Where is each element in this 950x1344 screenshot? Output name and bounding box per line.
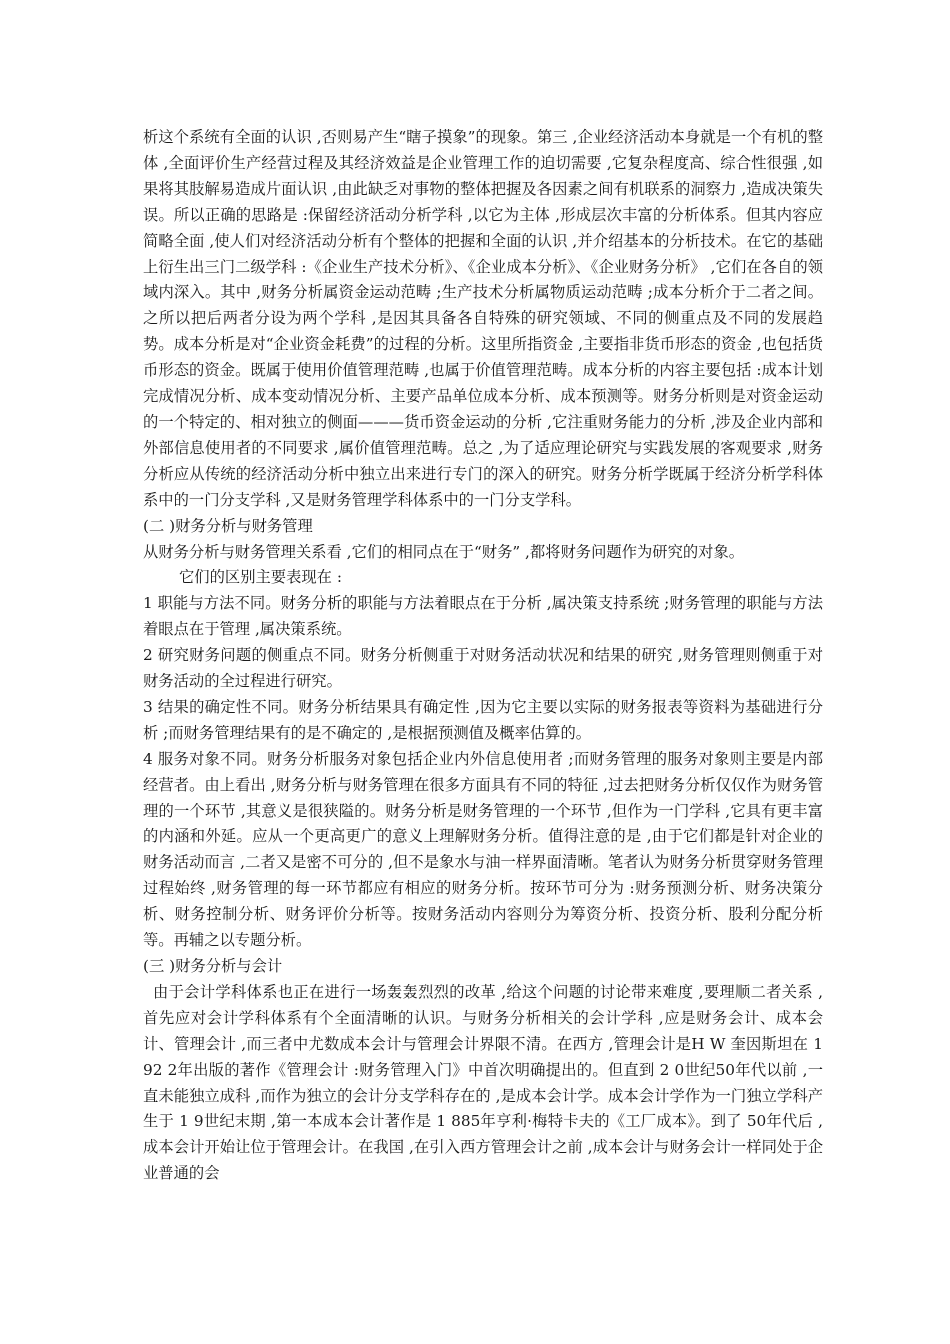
list-item-difference-4: 4 服务对象不同。财务分析服务对象包括企业内外信息使用者 ;而财务管理的服务对象则主要是内部经营者。由上看出 ,财务分析与财务管理在很多方面具有不同的特征 ,过去把财务分析仅仅作为财务管理的一个环节 ,其意义是很狭隘的。财务分析是财务管理的一个环节 ,但作为一门学科 ,它具有更丰富的内涵和外延。应从一个更高更广的意义上理解财务分析。值得注意的是 ,由于它们都是针对企业的财务活动而言 ,二者又是密不可分的 ,但不是象水与油一样界面清晰。笔者认为财务分析贯穿财务管理过程始终 ,财务管理的每一环节都应有相应的财务分析。按环节可分为 :财务预测分析、财务决策分析、财务控制分析、财务评价分析等。按财务活动内容则分为筹资分析、投资分析、股利分配分析等。再辅之以专题分析。 (143, 749, 823, 950)
paragraph-differences-intro: 它们的区别主要表现在 : (179, 568, 342, 587)
section-heading-accounting: (三 )财务分析与会计 (143, 957, 283, 975)
document-body (143, 125, 823, 1187)
paragraph-common-point: 从财务分析与财务管理关系看 ,它们的相同点在于“财务” ,都将财务问题作为研究的对象。 (143, 542, 745, 561)
list-item-difference-3: 3 结果的确定性不同。财务分析结果具有确定性 ,因为它主要以实际的财务报表等资料为基础进行分析 ;而财务管理结果有的是不确定的 ,是根据预测值及概率估算的。 (143, 697, 823, 742)
list-item-difference-1: 1 职能与方法不同。财务分析的职能与方法着眼点在于分析 ,属决策支持系统 ;财务管理的职能与方法着眼点在于管理 ,属决策系统。 (143, 594, 823, 639)
section-heading-finance-management: (二 )财务分析与财务管理 (143, 516, 313, 535)
paragraph-system-analysis: 析这个系统有全面的认识 ,否则易产生“瞎子摸象”的现象。第三 ,企业经济活动本身就是一个有机的整体 ,全面评价生产经营过程及其经济效益是企业管理工作的迫切需要 ,它复杂程度高、综合性很强 ,如果将其肢解易造成片面认识 ,由此缺乏对事物的整体把握及各因素之间有机联系的洞察力 ,造成决策失误。所以正确的思路是 :保留经济活动分析学科 ,以它为主体 ,形成层次丰富的分析体系。但其内容应简略全面 ,使人们对经济活动分析有个整体的把握和全面的认识 ,并介绍基本的分析技术。在它的基础上衍生出三门二级学科 :《企业生产技术分析》、《企业成本分析》、《企业财务分析》 ,它们在各自的领域内深入。其中 ,财务分析属资金运动范畴 ;生产技术分析属物质运动范畴 ;成本分析介于二者之间。之所以把后两者分设为两个学科 ,是因其具备各自特殊的研究领域、不同的侧重点及不同的发展趋势。成本分析是对“企业资金耗费”的过程的分析。这里所指资金 ,主要指非货币形态的资金 ,也包括货币形态的资金。既属于使用价值管理范畴 ,也属于价值管理范畴。成本分析的内容主要包括 :成本计划完成情况分析、成本变动情况分析、主要产品单位成本分析、成本预测等。财务分析则是对资金运动的一个特定的、相对独立的侧面———货币资金运动的分析 ,它注重财务能力的分析 ,涉及企业内部和外部信息使用者的不同要求 ,属价值管理范畴。总之 ,为了适应理论研究与实践发展的客观要求 ,财务分析应从传统的经济活动分析中独立出来进行专门的深入的研究。财务分析学既属于经济分析学科体系中的一门分支学科 ,又是财务管理学科体系中的一门分支学科。 (143, 128, 823, 509)
list-item-difference-2: 2 研究财务问题的侧重点不同。财务分析侧重于对财务活动状况和结果的研究 ,财务管理则侧重于对财务活动的全过程进行研究。 (143, 646, 823, 691)
paragraph-accounting-reform: 由于会计学科体系也正在进行一场轰轰烈烈的改革 ,给这个问题的讨论带来难度 ,要理顺二者关系 ,首先应对会计学科体系有个全面清晰的认识。与财务分析相关的会计学科 ,应是财务会计、成本会计、管理会计 ,而三者中尤数成本会计与管理会计界限不清。在西方 ,管理会计是H W 奎因斯坦在 1 92 2年出版的著作《管理会计 :财务管理入门》中首次明确提出的。但直到 2 0世纪50年代以前 ,一直未能独立成科 ,而作为独立的会计分支学科存在的 ,是成本会计学。成本会计学作为一门独立学科产生于 1 9世纪末期 ,第一本成本会计著作是 1 885年亨利·梅特卡夫的《工厂成本》。到了 50年代后 ,成本会计开始让位于管理会计。在我国 ,在引入西方管理会计之前 ,成本会计与财务会计一样同处于企业普通的会 (143, 982, 823, 1183)
